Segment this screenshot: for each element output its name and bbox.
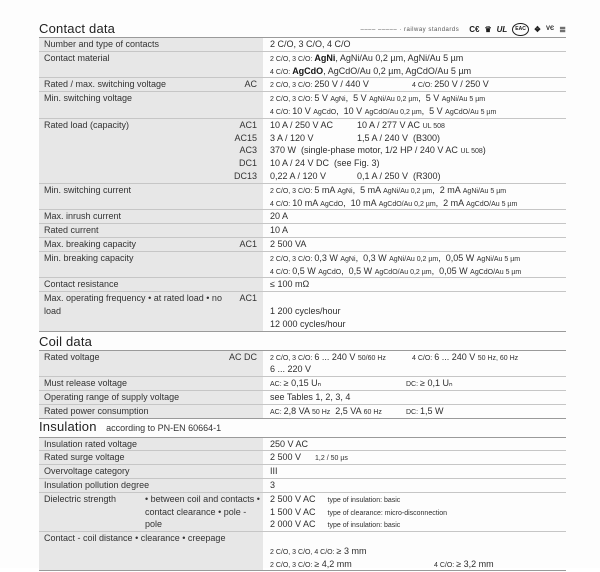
certification-strip: [360, 23, 566, 36]
row-value: AC: ≥ 0,15 Uₙ DC: ≥ 0,1 Uₙ: [270, 378, 453, 389]
row-value-line: 2 C/O, 3 C/O: 0,3 W AgNi, 0,3 W AgNi/Au 0,2 µm, 0,05 W AgNi/Au 5 µm: [270, 252, 521, 263]
row-overvoltage-category: [39, 464, 566, 478]
row-label: Contact resistance: [44, 279, 119, 290]
row-label: Rated voltage: [44, 351, 100, 362]
section-title-contact-data: Contact data: [39, 21, 116, 36]
row-min-switching-current: [39, 183, 566, 210]
row-label: Dielectric strength: [44, 493, 117, 504]
ul-mark-icon: UL: [496, 25, 508, 34]
register-mark-icon: ≣: [559, 25, 566, 34]
row-rated-power-consumption: [39, 404, 566, 418]
row-contact-resistance: [39, 277, 566, 291]
row-value-line: 1 500 V AC type of clearance: micro-disconnection: [270, 506, 447, 517]
row-max-operating-frequency: [39, 291, 566, 330]
row-value-line: 2 C/O, 3 C/O: 6 ... 240 V 50/60 Hz 4 C/O: 6 ... 240 V 50 Hz, 60 Hz: [270, 351, 519, 362]
row-operating-range-supply-voltage: [39, 390, 566, 404]
row-value: 2 500 VA: [270, 238, 307, 249]
row-rated-voltage: [39, 351, 566, 377]
row-value-line: 10 A / 250 V AC 10 A / 277 V AC UL 508: [270, 119, 445, 130]
row-label: Insulation pollution degree: [44, 479, 150, 490]
row-rated-current: [39, 223, 566, 237]
row-label: Insulation rated voltage: [44, 438, 138, 449]
row-value: 250 V AC: [270, 438, 309, 449]
row-label: Rated load (capacity): [44, 119, 130, 130]
row-value: 2 500 V 1,2 / 50 µs: [270, 452, 348, 463]
row-min-breaking-capacity: [39, 251, 566, 278]
eac-mark-icon: EAC: [512, 23, 529, 36]
row-label-lines: Contact - coil distance • clearance • creepage: [44, 533, 226, 544]
row-value: 20 A: [270, 211, 289, 222]
insulation-header: [39, 419, 566, 438]
contact-data-table: [39, 38, 566, 332]
row-label: Rated surge voltage: [44, 452, 125, 463]
row-label: Min. switching current: [44, 184, 132, 195]
row-label-lines: Max. operating frequency • at rated load • no load: [44, 293, 222, 316]
row-value: 3: [270, 479, 276, 490]
row-value-line: 4 C/O: 10 mA AgCdO, 10 mA AgCdO/Au 0,2 µm, 2 mA AgCdO/Au 5 µm: [270, 197, 518, 208]
section-title-insulation: Insulation: [39, 418, 97, 434]
row-label: Must release voltage: [44, 378, 128, 389]
row-insulation-rated-voltage: [39, 438, 566, 451]
row-sublabel: AC: [244, 79, 257, 90]
row-must-release-voltage: [39, 376, 566, 390]
row-value-line: [270, 532, 566, 545]
row-value-line: 1 200 cycles/hour: [270, 305, 341, 316]
row-value-line: 10 A / 24 V DC (see Fig. 3): [270, 158, 380, 169]
row-dielectric-strength: [39, 492, 566, 531]
row-label: Min. breaking capacity: [44, 252, 134, 263]
row-number-and-type-of-contacts: [39, 38, 566, 51]
insulation-standard: according to PN-EN 60664-1: [106, 422, 222, 433]
certification-marks: [464, 23, 566, 36]
row-max-breaking-capacity: [39, 237, 566, 251]
row-label: Contact material: [44, 52, 110, 63]
row-label: Max. inrush current: [44, 211, 122, 222]
insulation-table: [39, 438, 566, 572]
row-rated-surge-voltage: [39, 450, 566, 464]
row-value-line: 4 C/O: AgCdO, AgCdO/Au 0,2 µm, AgCdO/Au 5 µm: [270, 65, 472, 76]
contact-data-header: [39, 19, 566, 38]
row-insulation-pollution-degree: [39, 478, 566, 492]
row-sublabels: AC1 AC15 AC3 DC1 DC13: [233, 119, 257, 181]
row-value-line: 2 C/O, 3 C/O, 4 C/O: ≥ 3 mm: [270, 545, 367, 556]
row-value: see Tables 1, 2, 3, 4: [270, 391, 351, 402]
row-label: Rated current: [44, 225, 99, 236]
row-value-line: 4 C/O: 0,5 W AgCdO, 0,5 W AgCdO/Au 0,2 µm, 0,05 W AgCdO/Au 5 µm: [270, 265, 522, 276]
row-value-line: 2 500 V AC type of insulation: basic: [270, 493, 401, 504]
row-value: AC: 2,8 VA 50 Hz 2,5 VA 60 Hz DC: 1,5 W: [270, 405, 444, 416]
row-value-line: 3 A / 120 V 1,5 A / 240 V (B300): [270, 132, 441, 143]
row-value-line: 2 000 V AC type of insulation: basic: [270, 519, 401, 530]
row-label: Max. breaking capacity: [44, 238, 137, 249]
row-value-line: [270, 292, 566, 305]
row-sublabels: AC DC: [228, 351, 257, 362]
row-min-switching-voltage: [39, 91, 566, 118]
row-value: 2 C/O, 3 C/O, 4 C/O: [270, 39, 351, 49]
hand-mark-icon: ❖: [533, 25, 542, 34]
row-value-line: 4 C/O: 10 V AgCdO, 10 V AgCdO/Au 0,2 µm, 5 V AgCdO/Au 5 µm: [270, 105, 497, 116]
ce-mark-icon: C€: [469, 25, 480, 34]
coil-data-header: [39, 332, 566, 351]
row-label: Rated / max. switching voltage: [44, 79, 167, 90]
row-label: Operating range of supply voltage: [44, 391, 180, 402]
section-title-coil-data: Coil data: [39, 333, 93, 349]
row-value-line: 6 ... 220 V: [270, 364, 312, 375]
row-value: III: [270, 466, 278, 477]
row-max-inrush-current: [39, 209, 566, 223]
row-contact-material: [39, 51, 566, 78]
row-value-line: 2 C/O, 3 C/O: 5 mA AgNi, 5 mA AgNi/Au 0,2 µm, 2 mA AgNi/Au 5 µm: [270, 184, 507, 195]
row-contact-coil-distance: [39, 531, 566, 570]
ve-mark-icon: VЄ: [546, 26, 555, 32]
row-label: Min. switching voltage: [44, 93, 133, 104]
row-value-line: 0,22 A / 120 V 0,1 A / 250 V (R300): [270, 170, 441, 181]
row-value: ≤ 100 mΩ: [270, 279, 310, 290]
row-value: 2 C/O, 3 C/O: 250 V / 440 V 4 C/O: 250 V / 250 V: [270, 79, 489, 90]
crown-mark-icon: ♛: [484, 25, 492, 34]
row-sublabels: AC1: [239, 293, 257, 304]
row-value-line: 370 W (single-phase motor, 1/2 HP / 240 V AC UL 508): [270, 145, 486, 156]
row-rated-load-capacity: [39, 118, 566, 183]
row-label: Rated power consumption: [44, 405, 149, 416]
row-label: Number and type of contacts: [44, 39, 160, 49]
row-value-line: 12 000 cycles/hour: [270, 318, 346, 329]
row-sublabel: AC1: [239, 238, 257, 249]
row-label: Overvoltage category: [44, 466, 130, 477]
row-value: 10 A: [270, 225, 289, 236]
cert-note: –––– ––––– · railway standards: [360, 26, 460, 33]
insulation-title-group: [39, 418, 221, 436]
row-bullet-labels: • between coil and contacts • contact clearance • pole - pole: [145, 493, 260, 530]
row-value-line: 2 C/O, 3 C/O: 5 V AgNi, 5 V AgNi/Au 0,2 µm, 5 V AgNi/Au 5 µm: [270, 93, 486, 104]
row-rated-max-switching-voltage: [39, 77, 566, 91]
coil-data-table: [39, 351, 566, 419]
row-value-line: 2 C/O, 3 C/O: AgNi, AgNi/Au 0,2 µm, AgNi/Au 5 µm: [270, 52, 464, 63]
row-value-line: 2 C/O, 3 C/O: ≥ 4,2 mm 4 C/O: ≥ 3,2 mm: [270, 558, 494, 569]
